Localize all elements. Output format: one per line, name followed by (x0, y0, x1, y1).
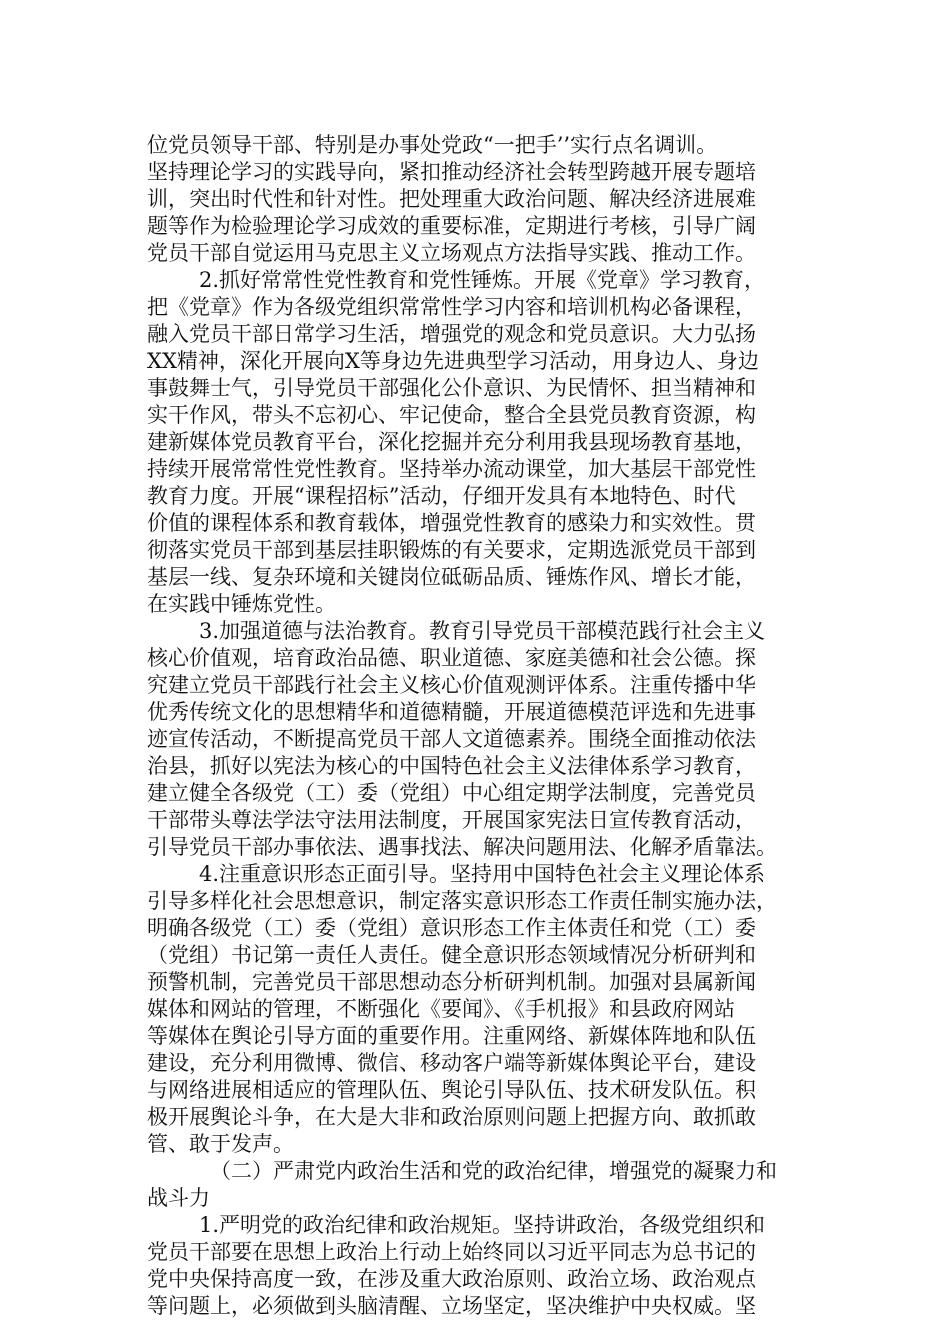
text-line: 明确各级党（工）委（党组）意识形态工作主体责任和党（工）委 (147, 916, 756, 940)
text-line: 融入党员干部日常学习生活，增强党的观念和党员意识。大力弘扬 (147, 322, 756, 346)
text-line: 究建立党员干部践行社会主义核心价值观测评体系。注重传播中华 (147, 673, 756, 697)
text-line: 管、敢于发声。 (147, 1132, 294, 1156)
text-line: 媒体和网站的管理，不断强化《要闻》、《手机报》和县政府网站 (147, 997, 735, 1021)
text-line: 极开展舆论斗争，在大是大非和政治原则问题上把握方向、敢抓敢 (147, 1105, 756, 1129)
text-line: 坚持理论学习的实践导向，紧扣推动经济社会转型跨越开展专题培 (147, 160, 756, 184)
text-line: 建设，充分利用微博、微信、移动客户端等新媒体舆论平台，建设 (147, 1051, 756, 1075)
text-line: 把《党章》作为各级党组织常常性学习内容和培训机构必备课程， (147, 295, 756, 319)
text-line: 训，突出时代性和针对性。把处理重大政治问题、解决经济进展难 (147, 187, 756, 211)
text-line: 引导党员干部办事依法、遇事找法、解决问题用法、化解矛盾靠法。 (147, 835, 777, 859)
text-line: 引导多样化社会思想意识，制定落实意识形态工作责任制实施办法， (147, 889, 777, 913)
text-line: 价值的课程体系和教育载体，增强党性教育的感染力和实效性。贯 (147, 511, 756, 535)
text-line: 优秀传统文化的思想精华和道德精髓，开展道德模范评选和先进事 (147, 700, 756, 724)
text-line: 建立健全各级党（工）委（党组）中心组定期学法制度，完善党员 (147, 781, 756, 805)
text-line: XX精神，深化开展向X等身边先进典型学习活动，用身边人、身边 (147, 349, 759, 373)
text-line: 教育力度。开展“课程招标”活动，仔细开发具有本地特色、时代 (147, 484, 736, 508)
text-line: 事鼓舞士气，引导党员干部强化公仆意识、为民情怀、担当精神和 (147, 376, 756, 400)
text-line: 预警机制，完善党员干部思想动态分析研判机制。加强对县属新闻 (147, 970, 756, 994)
text-line: 党员干部自觉运用马克思主义立场观点方法指导实践、推动工作。 (147, 241, 756, 265)
text-line: 在实践中锤炼党性。 (147, 592, 336, 616)
text-line: 党中央保持高度一致，在涉及重大政治原则、政治立场、政治观点 (147, 1267, 756, 1291)
text-line: 题等作为检验理论学习成效的重要标准，定期进行考核，引导广阔 (147, 214, 756, 238)
paragraph-heading: 2.抓好常常性党性教育和党性锤炼。开展《党章》学习教育， (199, 268, 766, 292)
text-line: 治县，抓好以宪法为核心的中国特色社会主义法律体系学习教育， (147, 754, 756, 778)
text-line: 实干作风，带头不忘初心、牢记使命，整合全县党员教育资源，构 (147, 403, 756, 427)
text-line: 等媒体在舆论引导方面的重要作用。注重网络、新媒体阵地和队伍 (147, 1024, 756, 1048)
text-line: （党组）书记第一责任人责任。健全意识形态领域情况分析研判和 (147, 943, 756, 967)
text-line: 基层一线、复杂环境和关键岗位砥砺品质、锤炼作风、增长才能， (147, 565, 756, 589)
text-line: 迹宣传活动，不断提高党员干部人文道德素养。围绕全面推动依法 (147, 727, 756, 751)
text-line: 与网络进展相适应的管理队伍、舆论引导队伍、技术研发队伍。积 (147, 1078, 756, 1102)
text-line: 位党员领导干部、特别是办事处党政“一把手’’实行点名调训。 (147, 133, 718, 157)
paragraph-heading: 4.注重意识形态正面引导。坚持用中国特色社会主义理论体系 (199, 862, 766, 886)
paragraph-heading: 1.严明党的政治纪律和政治规矩。坚持讲政治，各级党组织和 (199, 1213, 766, 1237)
text-line: 持续开展常常性党性教育。坚持举办流动课堂，加大基层干部党性 (147, 457, 756, 481)
text-line: 党员干部要在思想上政治上行动上始终同以习近平同志为总书记的 (147, 1240, 756, 1264)
section-heading: （二）严肃党内政治生活和党的政治纪律，增强党的凝聚力和 (210, 1159, 777, 1183)
text-line: 核心价值观，培育政治品德、职业道德、家庭美德和社会公德。探 (147, 646, 756, 670)
section-heading-continued: 战斗力 (147, 1186, 210, 1210)
paragraph-heading: 3.加强道德与法治教育。教育引导党员干部模范践行社会主义 (199, 619, 766, 643)
text-line: 建新媒体党员教育平台，深化挖掘并充分利用我县现场教育基地， (147, 430, 756, 454)
text-line: 干部带头尊法学法守法用法制度，开展国家宪法日宣传教育活动， (147, 808, 756, 832)
text-line: 彻落实党员干部到基层挂职锻炼的有关要求，定期选派党员干部到 (147, 538, 756, 562)
text-line: 等问题上，必须做到头脑清醒、立场坚定，坚决维护中央权威。坚 (147, 1294, 756, 1318)
